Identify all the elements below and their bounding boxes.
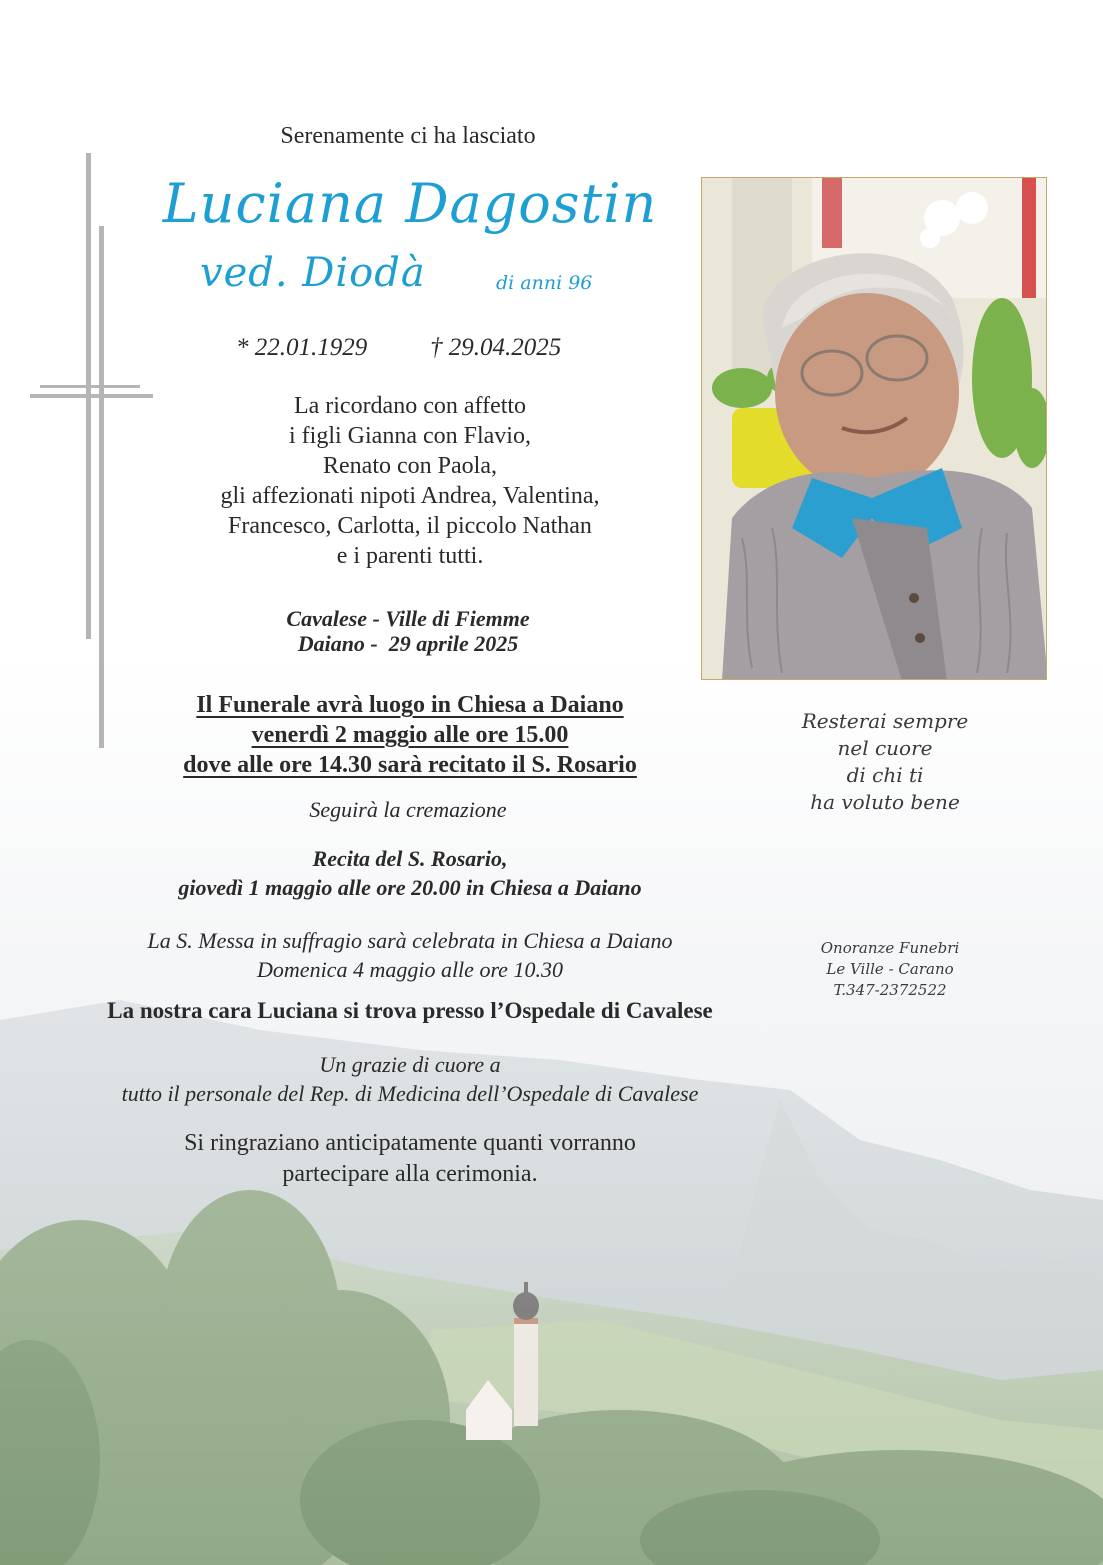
agency-location: Le Ville - Carano: [826, 960, 954, 978]
cremation-note: Seguirà la cremazione: [309, 797, 507, 822]
funeral-line: dove alle ore 14.30 sarà recitato il S. Rosario: [183, 752, 637, 778]
quote-line: ha voluto bene: [810, 790, 960, 814]
general-thanks-line: Si ringraziano anticipatamente quanti vorranno: [184, 1130, 636, 1156]
funeral-announcement: [110, 690, 710, 780]
date-line: Daiano - 29 aprile 2025: [297, 631, 519, 656]
general-thanks-line: partecipare alla cerimonia.: [282, 1161, 538, 1187]
staff-thanks-line: tutto il personale del Rep. di Medicina dell’Ospedale di Cavalese: [121, 1081, 699, 1106]
general-thanks: [80, 1128, 740, 1190]
quote-line: di chi ti: [846, 763, 924, 787]
rosary-line: giovedì 1 maggio alle ore 20.00 in Chiesa a Daiano: [178, 875, 642, 900]
intro-text: Serenamente ci ha lasciato: [280, 123, 536, 149]
quote-line: nel cuore: [837, 736, 933, 760]
mourners-line: La ricordano con affetto: [293, 393, 527, 419]
mourners-line: i figli Gianna con Flavio,: [289, 423, 531, 449]
portrait-photo: [701, 177, 1047, 680]
rosary-line: Recita del S. Rosario,: [312, 846, 508, 871]
memorial-quote: [760, 708, 1010, 816]
staff-thanks-line: Un grazie di cuore a: [319, 1052, 501, 1077]
mourners-line: gli affezionati nipoti Andrea, Valentina,: [220, 483, 600, 509]
mass-announcement: [70, 926, 750, 984]
widow-of: ved. Diodà: [200, 250, 426, 296]
hospital-note: La nostra cara Luciana si trova presso l’Ospedale di Cavalese: [107, 998, 713, 1023]
place-date: [158, 606, 658, 656]
mass-line: La S. Messa in suffragio sarà celebrata in Chiesa a Daiano: [147, 928, 673, 953]
death-date: † 29.04.2025: [430, 334, 562, 361]
mourners-line: e i parenti tutti.: [336, 543, 484, 569]
mourners-list: [138, 391, 682, 571]
funeral-line: venerdì 2 maggio alle ore 15.00: [251, 722, 569, 748]
funeral-agency: [790, 938, 990, 1001]
funeral-line: Il Funerale avrà luogo in Chiesa a Daiano: [196, 692, 624, 718]
agency-phone: T.347-2372522: [833, 981, 947, 999]
mourners-line: Renato con Paola,: [323, 453, 497, 479]
deceased-name: Luciana Dagostin: [162, 172, 658, 235]
mourners-line: Francesco, Carlotta, il piccolo Nathan: [228, 513, 592, 539]
quote-line: Resterai sempre: [801, 709, 969, 733]
agency-name: Onoranze Funebri: [820, 939, 960, 957]
place-line: Cavalese - Ville di Fiemme: [286, 606, 530, 631]
staff-thanks: [60, 1050, 760, 1108]
mass-line: Domenica 4 maggio alle ore 10.30: [257, 957, 563, 982]
birth-date: * 22.01.1929: [236, 334, 368, 361]
rosary-announcement: [70, 844, 750, 902]
age: di anni 96: [496, 272, 593, 294]
